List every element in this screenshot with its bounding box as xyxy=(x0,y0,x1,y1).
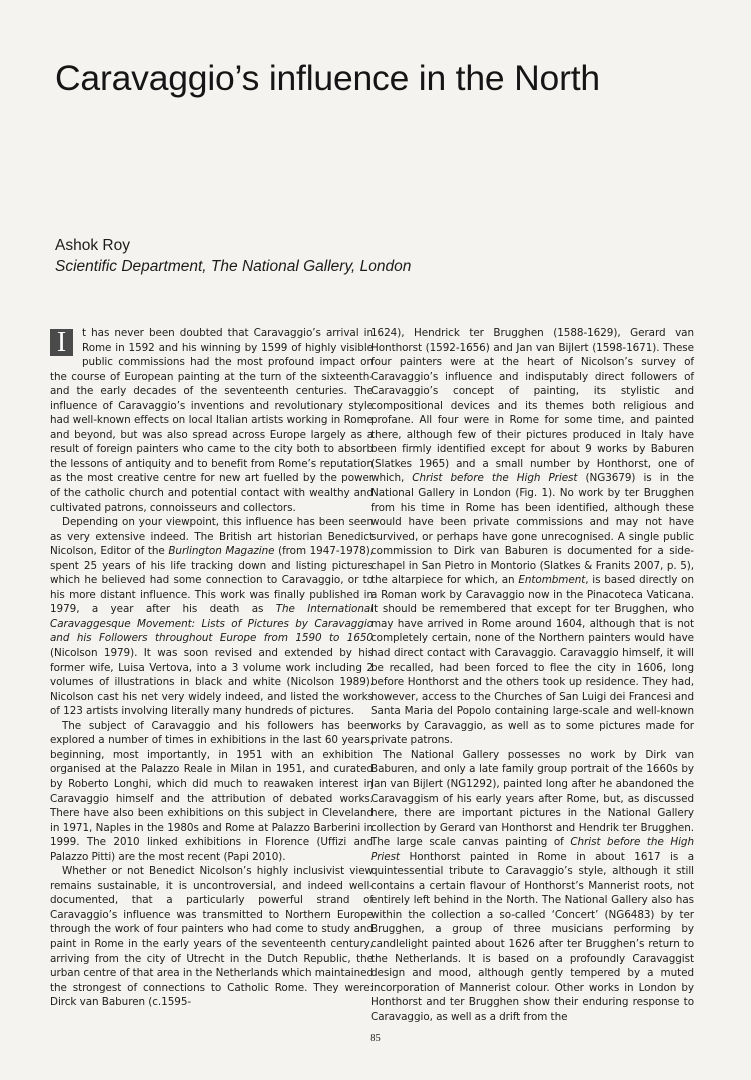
paragraph: Whether or not Benedict Nicolson’s highly inclusivist view remains sustainable, it is uncontroversial, and indeed well-documented, that a particularly powerful strand of Caravaggio’s influence was transmitted to Northern Europe through the work of four painters who had come to study and paint in Rome in the early years of the seventeenth century, arriving from the city of Utrecht in the Dutch Republic, the urban centre of that area in the Netherlands which maintained the strongest of connections to Catholic Rome. They were: Dirck van Baburen (c.1595- xyxy=(50,865,373,1009)
left-column xyxy=(50,326,373,1010)
paragraph: The National Gallery possesses no work by Dirk van Baburen, and only a late family group portrait of the 1660s by Jan van Bijlert (NG1292), painted long after he abandoned the Caravaggism of his early years after Rome, but, as discussed here, there are important pictures in the National Gallery collection by Gerard van Honthorst and Hendrik ter Brugghen. The large scale canvas painting of Christ before the High Priest Honthorst painted in Rome in about 1617 is a quintessential tribute to Caravaggio’s style, although it still contains a certain flavour of Honthorst’s Mannerist roots, not entirely left behind in the North. The National Gallery also has within the collection a so-called ‘Concert’ (NG6483) by ter Brugghen, a group of three musicians performing by candlelight painted about 1626 after ter Brugghen’s return to the Netherlands. It is based on a profoundly Caravaggist design and mood, although gently tempered by a muted incorporation of Mannerist colour. Other works in London by Honthorst and ter Brugghen show their enduring response to Caravaggio, as well as a drift from the xyxy=(371,748,694,1023)
paragraph: Depending on your viewpoint, this influence has been seen as very extensive indeed. The British art historian Benedict Nicolson, Editor of the Burlington Magazine (from 1947-1978), spent 25 years of his life tracking down and listing pictures which he believed had some connection to Caravaggio, or to his more distant influence. This work was finally published in 1979, a year after his death as The International Caravaggesque Movement: Lists of Pictures by Caravaggio and his Followers throughout Europe from 1590 to 1650 (Nicolson 1979). It was soon revised and extended by his former wife, Luisa Vertova, into a 3 volume work including 2 volumes of illustrations in black and white (Nicolson 1989). Nicolson cast his net very widely indeed, and listed the works of 123 artists involving literally many hundreds of pictures. xyxy=(50,516,373,718)
author-name: Ashok Roy xyxy=(55,237,130,254)
page-title: Caravaggio’s influence in the North xyxy=(55,58,600,98)
drop-cap: I xyxy=(50,329,73,356)
page-number: 85 xyxy=(370,1033,381,1044)
author-affiliation: Scientific Department, The National Gallery, London xyxy=(55,258,412,275)
right-column xyxy=(371,326,694,1024)
paragraph: I t has never been doubted that Caravaggio’s arrival in Rome in 1592 and his winning by 1599 of highly visible public commissions had the most profound impact on the course of European painting at the turn of the sixteenth- and the early decades of the seventeenth centuries. The influence of Caravaggio’s inventions and revolutionary style had well-known effects on local Italian artists working in Rome and beyond, but was also spread across Europe largely as a result of foreign painters who came to the city both to absorb the lessons of antiquity and to benefit from Rome’s reputation as the most creative centre for new art fuelled by the power of the catholic church and potential contact with wealthy and cultivated patrons, connoisseurs and collectors. xyxy=(50,327,373,514)
paragraph: 1624), Hendrick ter Brugghen (1588-1629), Gerard van Honthorst (1592-1656) and Jan van Bijlert (1598-1671). These four painters were at the heart of Nicolson’s survey of Caravaggio’s influence and indisputably direct followers of Caravaggio’s concept of painting, its stylistic and compositional devices and its themes both religious and profane. All four were in Rome for some time, and painted there, although few of their pictures produced in Italy have been firmly identified except for about 9 works by Baburen (Slatkes 1965) and a small number by Honthorst, one of which, Christ before the High Priest (NG3679) is in the National Gallery in London (Fig. 1). No work by ter Brugghen from his time in Rome has been identified, although these would have been private commissions and may not have survived, or perhaps have gone unrecognised. A single public commission to Dirk van Baburen is documented for a side-chapel in San Pietro in Montorio (Slatkes & Franits 2007, p. 5), the altarpiece for which, an Entombment, is based directly on a Roman work by Caravaggio now in the Pinacoteca Vaticana. It should be remembered that except for ter Brugghen, who may have arrived in Rome around 1604, although that is not completely certain, none of the Northern painters would have had direct contact with Caravaggio. Caravaggio himself, it will be recalled, had been forced to flee the city in 1606, long before Honthorst and the others took up residence. They had, however, access to the Churches of San Luigi dei Francesi and Santa Maria del Popolo containing large-scale and well-known works by Caravaggio, as well as to some pictures made for private patrons. xyxy=(371,327,694,747)
paragraph: The subject of Caravaggio and his followers has been explored a number of times in exhibitions in the last 60 years, beginning, most importantly, in 1951 with an exhibition organised at the Palazzo Reale in Milan in 1951, and curated by Roberto Longhi, which did much to reawaken interest in Caravaggio himself and the attribution of debated works. There have also been exhibitions on this subject in Cleveland in 1971, Naples in the 1980s and Rome at Palazzo Barberini in 1999. The 2010 linked exhibitions in Florence (Uffizi and Palazzo Pitti) are the most recent (Papi 2010). xyxy=(50,719,373,863)
